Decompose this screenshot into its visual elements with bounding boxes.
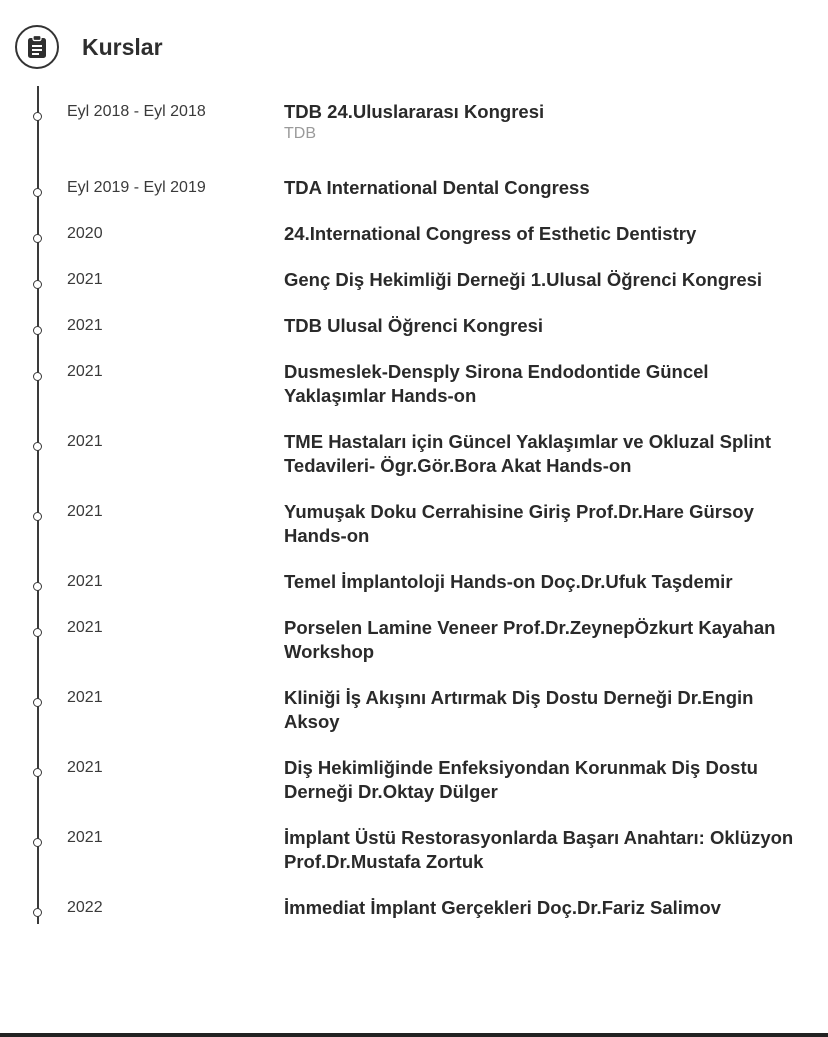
course-date: Eyl 2019 - Eyl 2019	[67, 179, 206, 196]
course-title: Kliniği İş Akışını Artırmak Diş Dostu Derneği Dr.Engin Aksoy	[284, 687, 754, 732]
course-title: 24.International Congress of Esthetic Dentistry	[284, 223, 697, 244]
timeline-dot	[33, 698, 42, 707]
clipboard-icon	[15, 25, 59, 69]
course-title: Dusmeslek-Densply Sirona Endodontide Güncel Yaklaşımlar Hands-on	[284, 361, 709, 406]
course-item	[0, 500, 828, 570]
course-item	[0, 314, 828, 360]
course-item	[0, 360, 828, 430]
course-item	[0, 222, 828, 268]
course-date: 2021	[67, 619, 103, 636]
timeline-dot	[33, 908, 42, 917]
course-title: Yumuşak Doku Cerrahisine Giriş Prof.Dr.Hare Gürsoy Hands-on	[284, 501, 754, 546]
course-title: Genç Diş Hekimliği Derneği 1.Ulusal Öğrenci Kongresi	[284, 269, 763, 290]
course-item	[0, 756, 828, 826]
course-title: Temel İmplantoloji Hands-on Doç.Dr.Ufuk Taşdemir	[284, 571, 733, 592]
course-item	[0, 826, 828, 896]
course-item	[0, 268, 828, 314]
course-title: Porselen Lamine Veneer Prof.Dr.ZeynepÖzkurt Kayahan Workshop	[284, 617, 776, 662]
section-title: Kurslar	[82, 33, 163, 60]
course-item	[0, 176, 828, 222]
course-date: Eyl 2018 - Eyl 2018	[67, 103, 206, 120]
timeline-dot	[33, 628, 42, 637]
course-item	[0, 896, 828, 920]
course-date: 2021	[67, 759, 103, 776]
course-title: TDA International Dental Congress	[284, 177, 590, 198]
course-title: İmplant Üstü Restorasyonlarda Başarı Anahtarı: Oklüzyon Prof.Dr.Mustafa Zortuk	[284, 827, 794, 872]
timeline-dot	[33, 280, 42, 289]
course-list	[0, 100, 828, 920]
timeline-dot	[33, 768, 42, 777]
course-date: 2021	[67, 829, 103, 846]
course-date: 2021	[67, 689, 103, 706]
course-title: TDB Ulusal Öğrenci Kongresi	[284, 315, 544, 336]
timeline-dot	[33, 838, 42, 847]
timeline-dot	[33, 234, 42, 243]
course-date: 2021	[67, 317, 103, 334]
course-date: 2021	[67, 271, 103, 288]
course-item	[0, 616, 828, 686]
course-item	[0, 686, 828, 756]
timeline-dot	[33, 326, 42, 335]
course-item	[0, 100, 828, 176]
course-date: 2021	[67, 433, 103, 450]
timeline-dot	[33, 582, 42, 591]
course-organizer: TDB	[284, 125, 316, 142]
timeline-dot	[33, 442, 42, 451]
course-title: Diş Hekimliğinde Enfeksiyondan Korunmak Diş Dostu Derneği Dr.Oktay Dülger	[284, 757, 758, 802]
course-date: 2020	[67, 225, 103, 242]
timeline-dot	[33, 372, 42, 381]
bottom-edge	[0, 1033, 828, 1037]
course-date: 2022	[67, 899, 103, 916]
timeline-dot	[33, 112, 42, 121]
timeline-dot	[33, 188, 42, 197]
course-title: İmmediat İmplant Gerçekleri Doç.Dr.Fariz Salimov	[284, 897, 721, 918]
course-item	[0, 570, 828, 616]
course-title: TDB 24.Uluslararası Kongresi	[284, 101, 545, 122]
section-header	[15, 23, 163, 71]
course-date: 2021	[67, 363, 103, 380]
timeline-dot	[33, 512, 42, 521]
course-date: 2021	[67, 503, 103, 520]
course-item	[0, 430, 828, 500]
course-date: 2021	[67, 573, 103, 590]
course-title: TME Hastaları için Güncel Yaklaşımlar ve Okluzal Splint Tedavileri- Ögr.Gör.Bora Akat Hands-on	[284, 431, 772, 476]
